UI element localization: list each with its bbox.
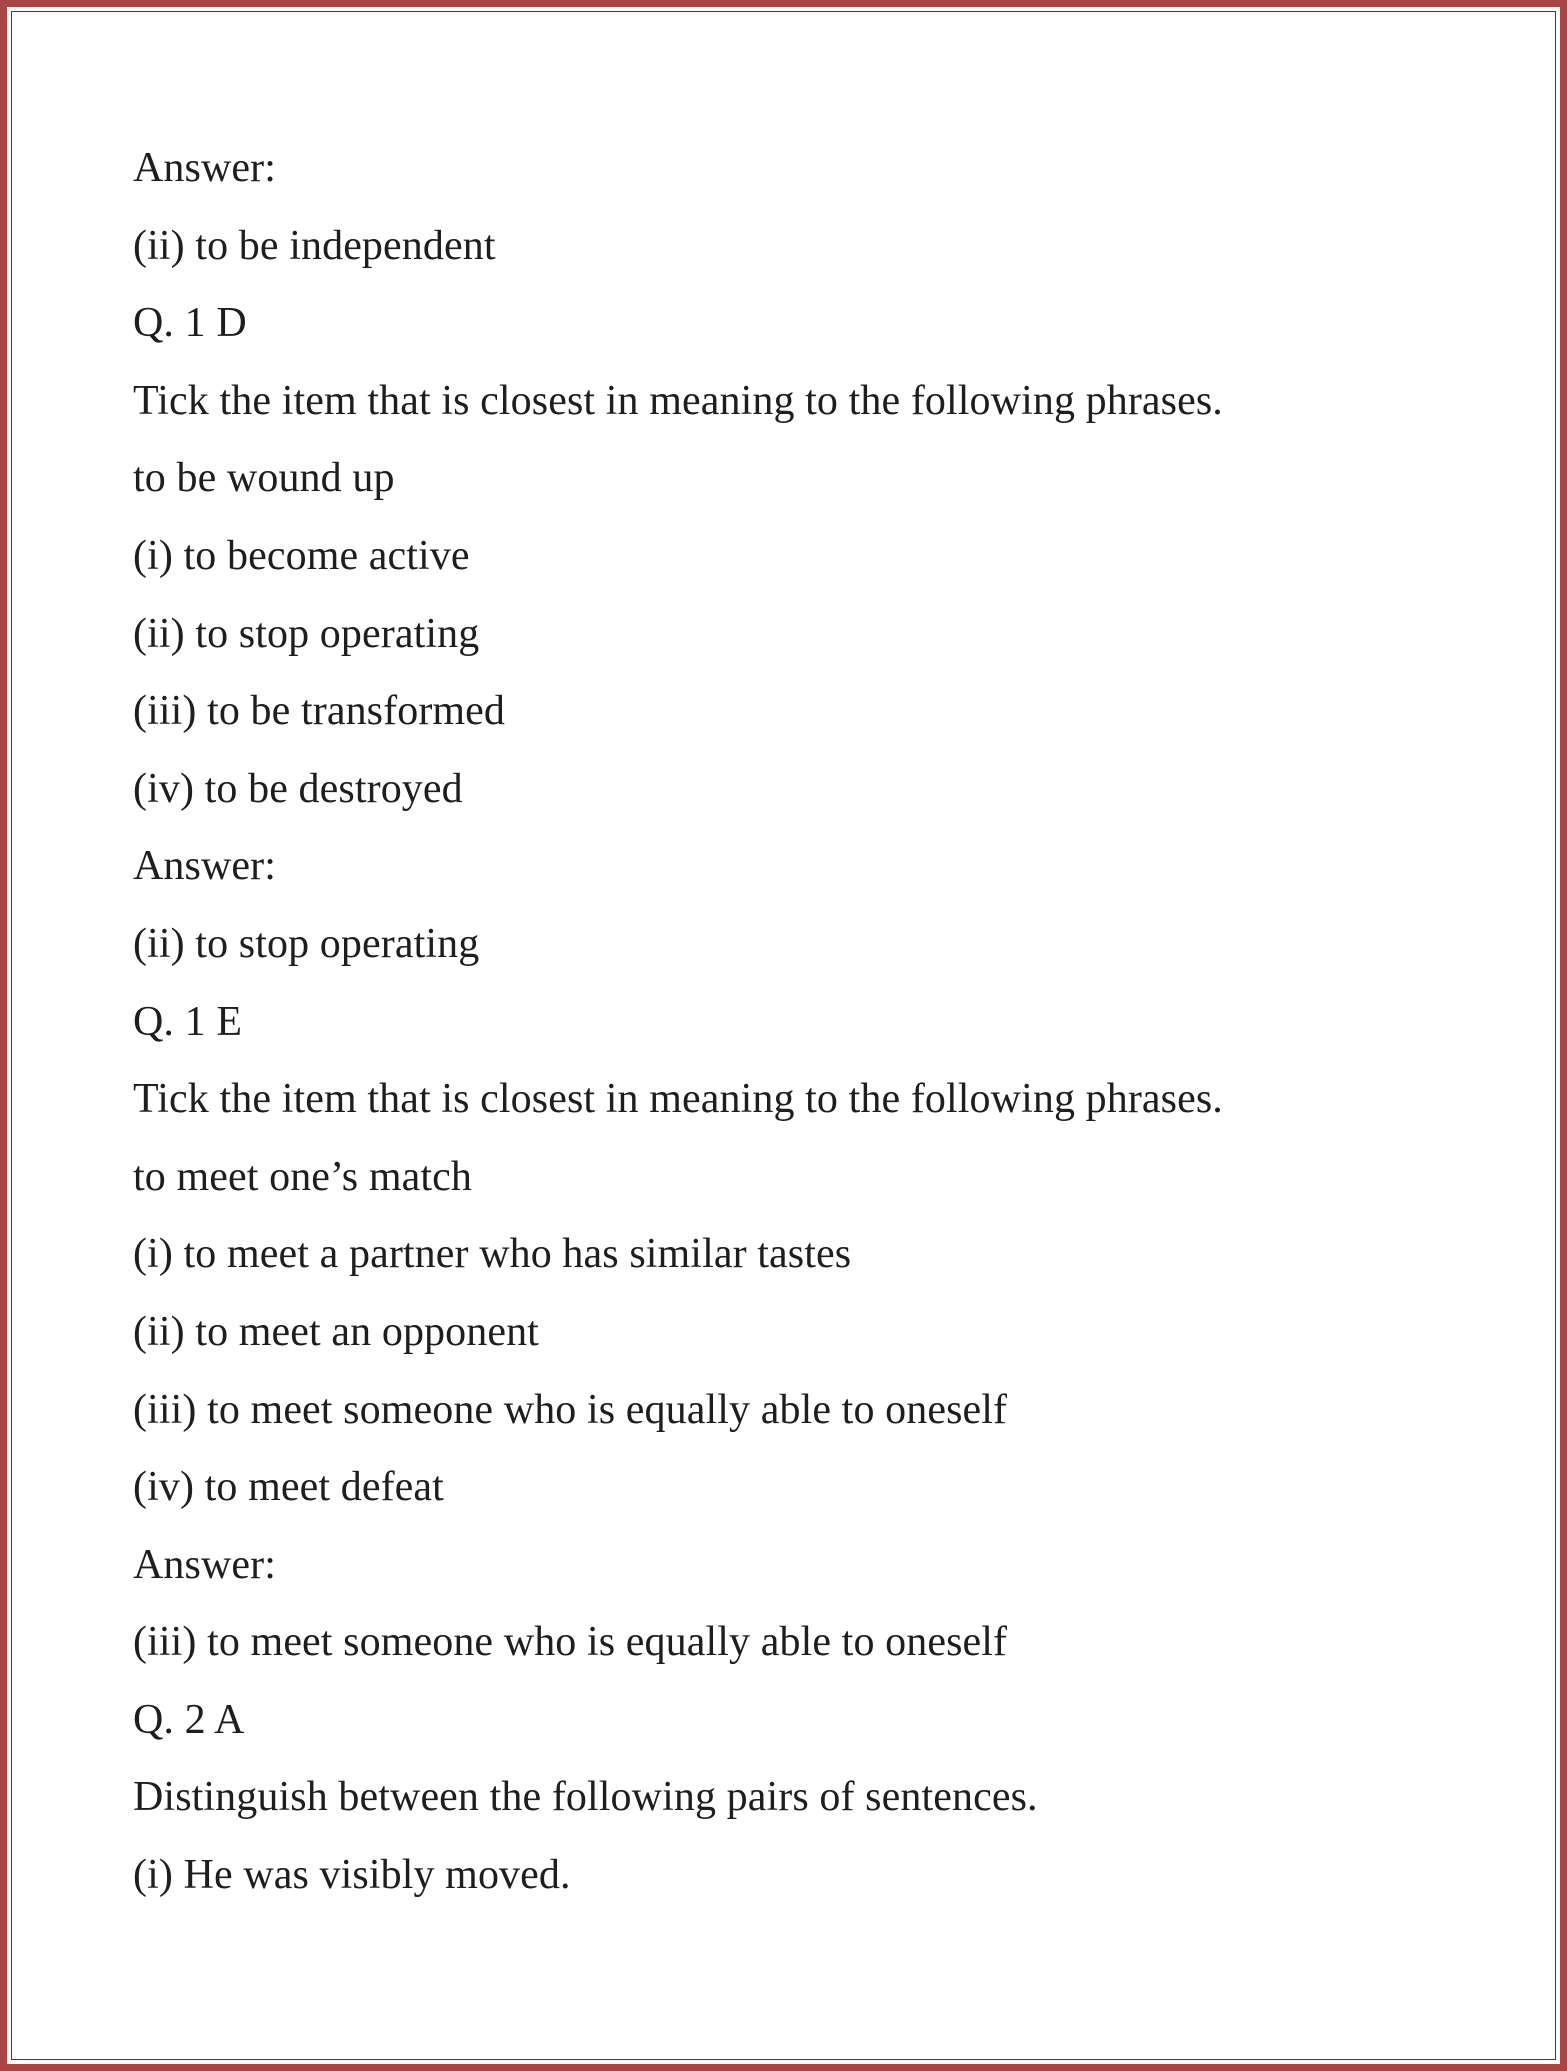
question-number: Q. 2 A bbox=[133, 1696, 245, 1743]
question-instruction: Distinguish between the following pairs of sentences. bbox=[133, 1774, 1038, 1821]
option-item: (ii) to meet an opponent bbox=[133, 1308, 539, 1355]
option-item: (iii) to meet someone who is equally able to oneself bbox=[133, 1386, 1008, 1433]
sentence-item: (i) He was visibly moved. bbox=[133, 1852, 571, 1899]
option-item: (iv) to be destroyed bbox=[133, 765, 463, 812]
option-item: (i) to meet a partner who has similar tastes bbox=[133, 1231, 852, 1278]
question-number: Q. 1 E bbox=[133, 998, 243, 1045]
answer-label: Answer: bbox=[133, 145, 277, 191]
question-phrase: to meet one’s match bbox=[133, 1153, 472, 1200]
answer-text: (ii) to be independent bbox=[133, 222, 496, 269]
option-item: (iv) to meet defeat bbox=[133, 1464, 444, 1511]
answer-text: (ii) to stop operating bbox=[133, 920, 480, 967]
question-phrase: to be wound up bbox=[133, 455, 395, 502]
option-item: (i) to become active bbox=[133, 532, 470, 579]
question-instruction: Tick the item that is closest in meaning to the following phrases. bbox=[133, 377, 1223, 424]
answer-text: (iii) to meet someone who is equally able to oneself bbox=[133, 1619, 1008, 1666]
answer-label: Answer: bbox=[133, 843, 277, 890]
question-number: Q. 1 D bbox=[133, 300, 247, 347]
option-item: (iii) to be transformed bbox=[133, 688, 506, 735]
question-instruction: Tick the item that is closest in meaning to the following phrases. bbox=[133, 1076, 1223, 1123]
document-body bbox=[133, 130, 1513, 1915]
option-item: (ii) to stop operating bbox=[133, 610, 480, 657]
answer-label: Answer: bbox=[133, 1541, 277, 1588]
